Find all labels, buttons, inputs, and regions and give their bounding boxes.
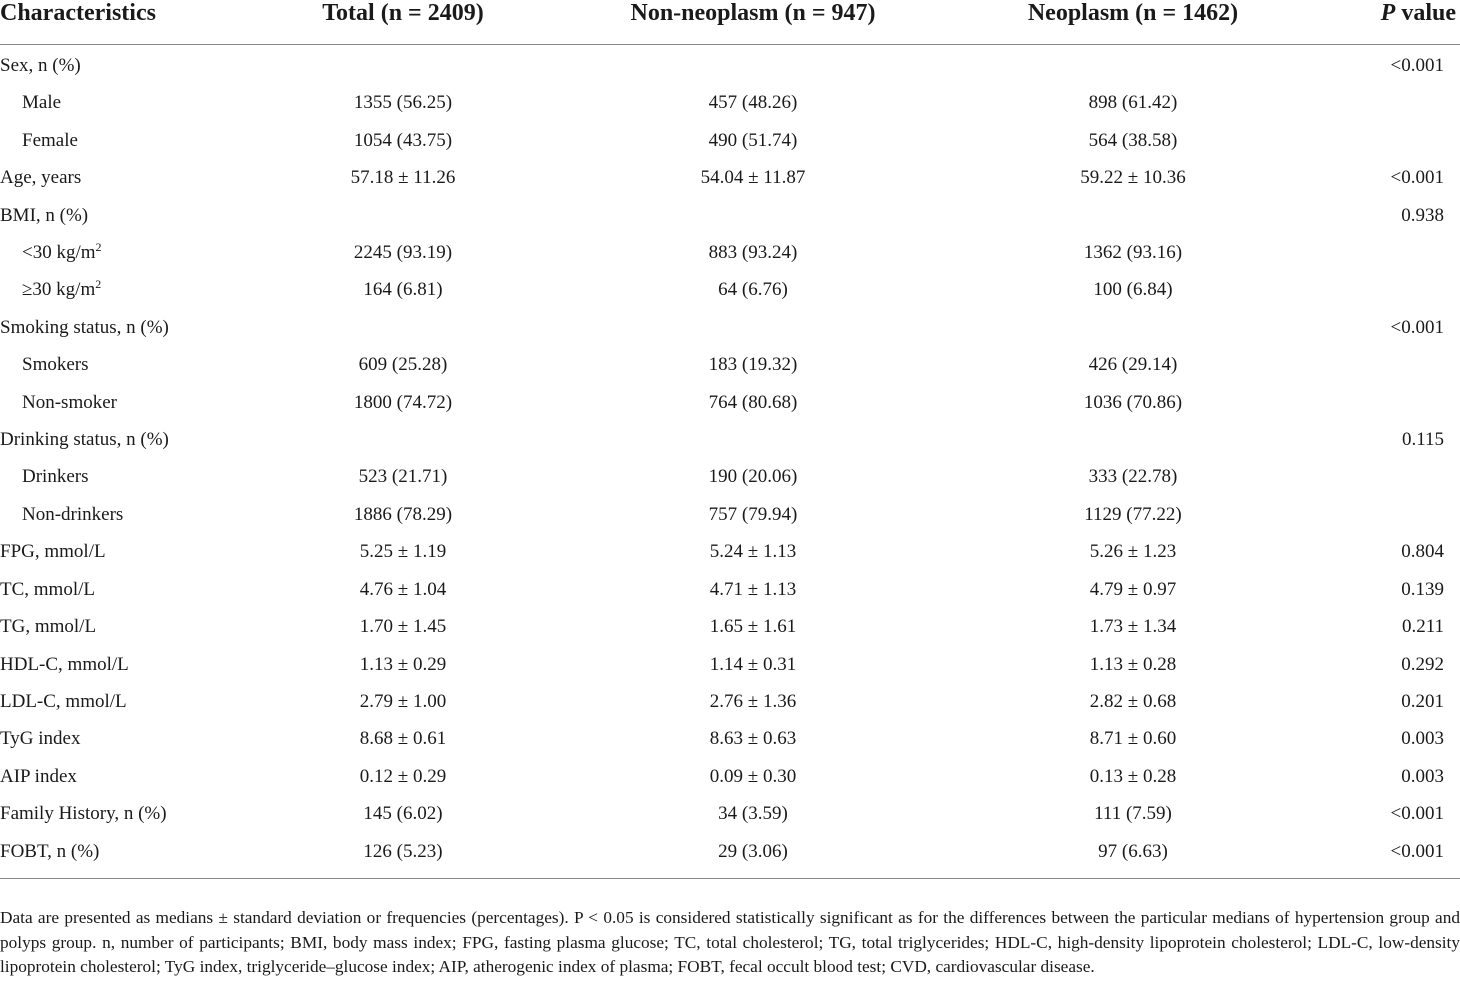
- table-row: [0, 309, 1460, 346]
- row-label-text: <30 kg/m: [22, 242, 96, 264]
- cell-total: [268, 421, 538, 458]
- cell-total: 57.18 ± 11.26: [350, 167, 456, 189]
- row-label-text: HDL-C, mmol/L: [0, 653, 129, 675]
- row-label: [0, 159, 268, 196]
- cell-p-value: 0.292: [1401, 653, 1444, 675]
- cell-neoplasm: 1362 (93.16): [1083, 242, 1183, 264]
- row-label-text: Female: [22, 129, 78, 151]
- header-p-letter: P: [1380, 0, 1396, 26]
- table-row: [0, 197, 1460, 234]
- cell-non-neoplasm: [538, 309, 968, 346]
- cell-non-neoplasm: 1.14 ± 0.31: [709, 653, 797, 675]
- cell-total: 126 (5.23): [268, 833, 538, 879]
- cell-non-neoplasm: 457 (48.26): [708, 92, 798, 114]
- cell-total: 2.79 ± 1.00: [359, 690, 447, 712]
- row-label-superscript: 2: [95, 240, 102, 255]
- table-row: [0, 159, 1460, 196]
- cell-total: 2245 (93.19): [353, 242, 453, 264]
- cell-p-value: [1298, 271, 1460, 308]
- cell-neoplasm: 59.22 ± 10.36: [1080, 167, 1186, 189]
- row-label-text: Smoking status, n (%): [0, 316, 169, 338]
- row-label: [0, 309, 268, 346]
- table-row: [0, 683, 1460, 720]
- cell-non-neoplasm: 8.63 ± 0.63: [709, 728, 797, 750]
- row-label-text: TG, mmol/L: [0, 616, 97, 638]
- row-label-text: Drinking status, n (%): [0, 429, 169, 451]
- row-label: [0, 833, 268, 879]
- cell-total: 609 (25.28): [358, 354, 448, 376]
- cell-neoplasm: 97 (6.63): [968, 833, 1298, 879]
- cell-neoplasm: 1.73 ± 1.34: [1089, 616, 1177, 638]
- table-row: [0, 384, 1460, 421]
- row-label: [0, 646, 268, 683]
- cell-p-value: 0.115: [1401, 429, 1444, 451]
- cell-non-neoplasm: 5.24 ± 1.13: [709, 541, 797, 563]
- row-label: [0, 571, 268, 608]
- header-non-neoplasm: Non-neoplasm (n = 947): [538, 0, 968, 45]
- cell-neoplasm: [968, 45, 1298, 85]
- row-label-text: ≥30 kg/m: [22, 279, 96, 301]
- cell-neoplasm: 564 (38.58): [1088, 129, 1178, 151]
- cell-neoplasm: [968, 197, 1298, 234]
- cell-total: 4.76 ± 1.04: [359, 578, 447, 600]
- cell-p-value: [1298, 234, 1460, 271]
- cell-non-neoplasm: 2.76 ± 1.36: [709, 690, 797, 712]
- cell-non-neoplasm: 1.65 ± 1.61: [709, 616, 797, 638]
- cell-neoplasm: 426 (29.14): [1088, 354, 1178, 376]
- row-label-text: FPG, mmol/L: [0, 541, 106, 563]
- table-row: [0, 533, 1460, 570]
- cell-neoplasm: 111 (7.59): [1094, 803, 1172, 825]
- row-label: [0, 720, 268, 757]
- cell-non-neoplasm: 190 (20.06): [708, 466, 798, 488]
- cell-neoplasm: [968, 309, 1298, 346]
- table-row: [0, 571, 1460, 608]
- header-p-suffix: value: [1395, 0, 1456, 26]
- header-row: [0, 0, 1460, 45]
- cell-p-value: <0.001: [1390, 167, 1444, 189]
- row-label-text: Non-drinkers: [22, 503, 124, 525]
- cell-total: 145 (6.02): [363, 803, 443, 825]
- row-label-text: TyG index: [0, 728, 81, 750]
- row-label: [0, 496, 268, 533]
- row-label-text: AIP index: [0, 765, 77, 787]
- cell-p-value: [1298, 122, 1460, 159]
- header-characteristics: Characteristics: [0, 0, 268, 45]
- table-row: [0, 720, 1460, 757]
- row-label-text: Male: [22, 92, 62, 114]
- table-row: [0, 234, 1460, 271]
- cell-neoplasm: 4.79 ± 0.97: [1089, 578, 1177, 600]
- cell-p-value: [1298, 496, 1460, 533]
- row-label: [0, 421, 268, 458]
- row-label-text: FOBT, n (%): [0, 840, 100, 862]
- cell-neoplasm: 1129 (77.22): [1084, 503, 1182, 525]
- cell-total: 1886 (78.29): [353, 503, 453, 525]
- cell-total: 164 (6.81): [363, 279, 443, 301]
- cell-total: 1355 (56.25): [353, 92, 453, 114]
- cell-non-neoplasm: 757 (79.94): [708, 503, 798, 525]
- cell-non-neoplasm: [538, 421, 968, 458]
- cell-p-value: 0.139: [1401, 578, 1444, 600]
- header-total: Total (n = 2409): [268, 0, 538, 45]
- header-p-value: [1298, 0, 1460, 45]
- cell-non-neoplasm: 764 (80.68): [708, 391, 798, 413]
- row-label: [0, 271, 268, 308]
- cell-p-value: 0.804: [1401, 541, 1444, 563]
- table-row: [0, 84, 1460, 121]
- cell-non-neoplasm: 54.04 ± 11.87: [700, 167, 806, 189]
- row-label-text: Non-smoker: [22, 391, 117, 413]
- table-row: [0, 833, 1460, 879]
- row-label: [0, 533, 268, 570]
- table-row: [0, 122, 1460, 159]
- row-label-text: Smokers: [22, 354, 89, 376]
- row-label-text: Family History, n (%): [0, 803, 167, 825]
- row-label-text: Sex, n (%): [0, 55, 81, 76]
- cell-p-value: <0.001: [1390, 55, 1444, 76]
- row-label-superscript: 2: [95, 277, 102, 292]
- table-row: [0, 271, 1460, 308]
- cell-non-neoplasm: 29 (3.06): [538, 833, 968, 879]
- cell-non-neoplasm: 490 (51.74): [708, 129, 798, 151]
- table-row: [0, 795, 1460, 832]
- row-label: [0, 122, 268, 159]
- table-row: [0, 496, 1460, 533]
- table-body: [0, 45, 1460, 879]
- cell-total: 1.13 ± 0.29: [359, 653, 447, 675]
- row-label: [0, 84, 268, 121]
- row-label-text: Age, years: [0, 167, 82, 189]
- table-row: [0, 646, 1460, 683]
- cell-neoplasm: 1.13 ± 0.28: [1089, 653, 1177, 675]
- cell-total: 1.70 ± 1.45: [359, 616, 447, 638]
- row-label: [0, 458, 268, 495]
- row-label: [0, 197, 268, 234]
- table-footnote: Data are presented as medians ± standard deviation or frequencies (percentages). P < 0.05 is considered statistically significant as for the differences between the particular medians of hypertension group and polyps group. n, number of participants; BMI, body mass index; FPG, fasting plasma glucose; TC, total cholesterol; TG, total triglycerides; HDL-C, high-density lipoprotein cholesterol; LDL-C, low-density lipoprotein cholesterol; TyG index, triglyceride–glucose index; AIP, atherogenic index of plasma; FOBT, fecal occult blood test; CVD, cardiovascular disease.: [0, 908, 1460, 977]
- cell-neoplasm: 100 (6.84): [1093, 279, 1173, 301]
- cell-neoplasm: 5.26 ± 1.23: [1089, 541, 1177, 563]
- cell-p-value: 0.938: [1401, 204, 1444, 226]
- cell-non-neoplasm: 4.71 ± 1.13: [709, 578, 797, 600]
- cell-neoplasm: [968, 421, 1298, 458]
- cell-neoplasm: 898 (61.42): [1088, 92, 1178, 114]
- header-neoplasm: Neoplasm (n = 1462): [968, 0, 1298, 45]
- table-header: [0, 0, 1460, 45]
- row-label: [0, 758, 268, 795]
- cell-total: 0.12 ± 0.29: [359, 765, 447, 787]
- cell-non-neoplasm: 883 (93.24): [708, 242, 798, 264]
- row-label: [0, 45, 268, 85]
- cell-total: [268, 197, 538, 234]
- cell-p-value: 0.003: [1401, 765, 1444, 787]
- row-label: [0, 346, 268, 383]
- cell-p-value: <0.001: [1298, 833, 1460, 879]
- table-row: [0, 458, 1460, 495]
- cell-p-value: [1298, 458, 1460, 495]
- row-label-text: BMI, n (%): [0, 204, 89, 226]
- cell-non-neoplasm: 64 (6.76): [718, 279, 788, 301]
- cell-neoplasm: 8.71 ± 0.60: [1089, 728, 1177, 750]
- cell-neoplasm: 0.13 ± 0.28: [1089, 765, 1177, 787]
- row-label-text: Drinkers: [22, 466, 89, 488]
- cell-total: 1054 (43.75): [353, 129, 453, 151]
- cell-non-neoplasm: 183 (19.32): [708, 354, 798, 376]
- row-label: [0, 795, 268, 832]
- cell-total: [268, 309, 538, 346]
- cell-total: 523 (21.71): [358, 466, 448, 488]
- cell-non-neoplasm: [538, 197, 968, 234]
- table-row: [0, 346, 1460, 383]
- table-row: [0, 758, 1460, 795]
- cell-total: 5.25 ± 1.19: [359, 541, 447, 563]
- cell-p-value: 0.003: [1401, 728, 1444, 750]
- row-label-text: LDL-C, mmol/L: [0, 690, 127, 712]
- cell-non-neoplasm: [538, 45, 968, 85]
- cell-p-value: 0.201: [1401, 690, 1444, 712]
- cell-neoplasm: 1036 (70.86): [1083, 391, 1183, 413]
- cell-p-value: [1298, 84, 1460, 121]
- cell-total: 8.68 ± 0.61: [359, 728, 447, 750]
- table-row: [0, 45, 1460, 85]
- cell-p-value: <0.001: [1390, 803, 1444, 825]
- cell-neoplasm: 2.82 ± 0.68: [1089, 690, 1177, 712]
- cell-p-value: <0.001: [1390, 316, 1444, 338]
- row-label: [0, 384, 268, 421]
- cell-neoplasm: 333 (22.78): [1088, 466, 1178, 488]
- cell-p-value: [1298, 346, 1460, 383]
- cell-total: 1800 (74.72): [353, 391, 453, 413]
- row-label: [0, 608, 268, 645]
- cell-non-neoplasm: 34 (3.59): [718, 803, 788, 825]
- table-row: [0, 421, 1460, 458]
- cell-p-value: 0.211: [1401, 616, 1444, 638]
- row-label-text: TC, mmol/L: [0, 578, 95, 600]
- cell-total: [268, 45, 538, 85]
- row-label: [0, 683, 268, 720]
- cell-p-value: [1298, 384, 1460, 421]
- row-label: [0, 234, 268, 271]
- table-row: [0, 608, 1460, 645]
- cell-non-neoplasm: 0.09 ± 0.30: [709, 765, 797, 787]
